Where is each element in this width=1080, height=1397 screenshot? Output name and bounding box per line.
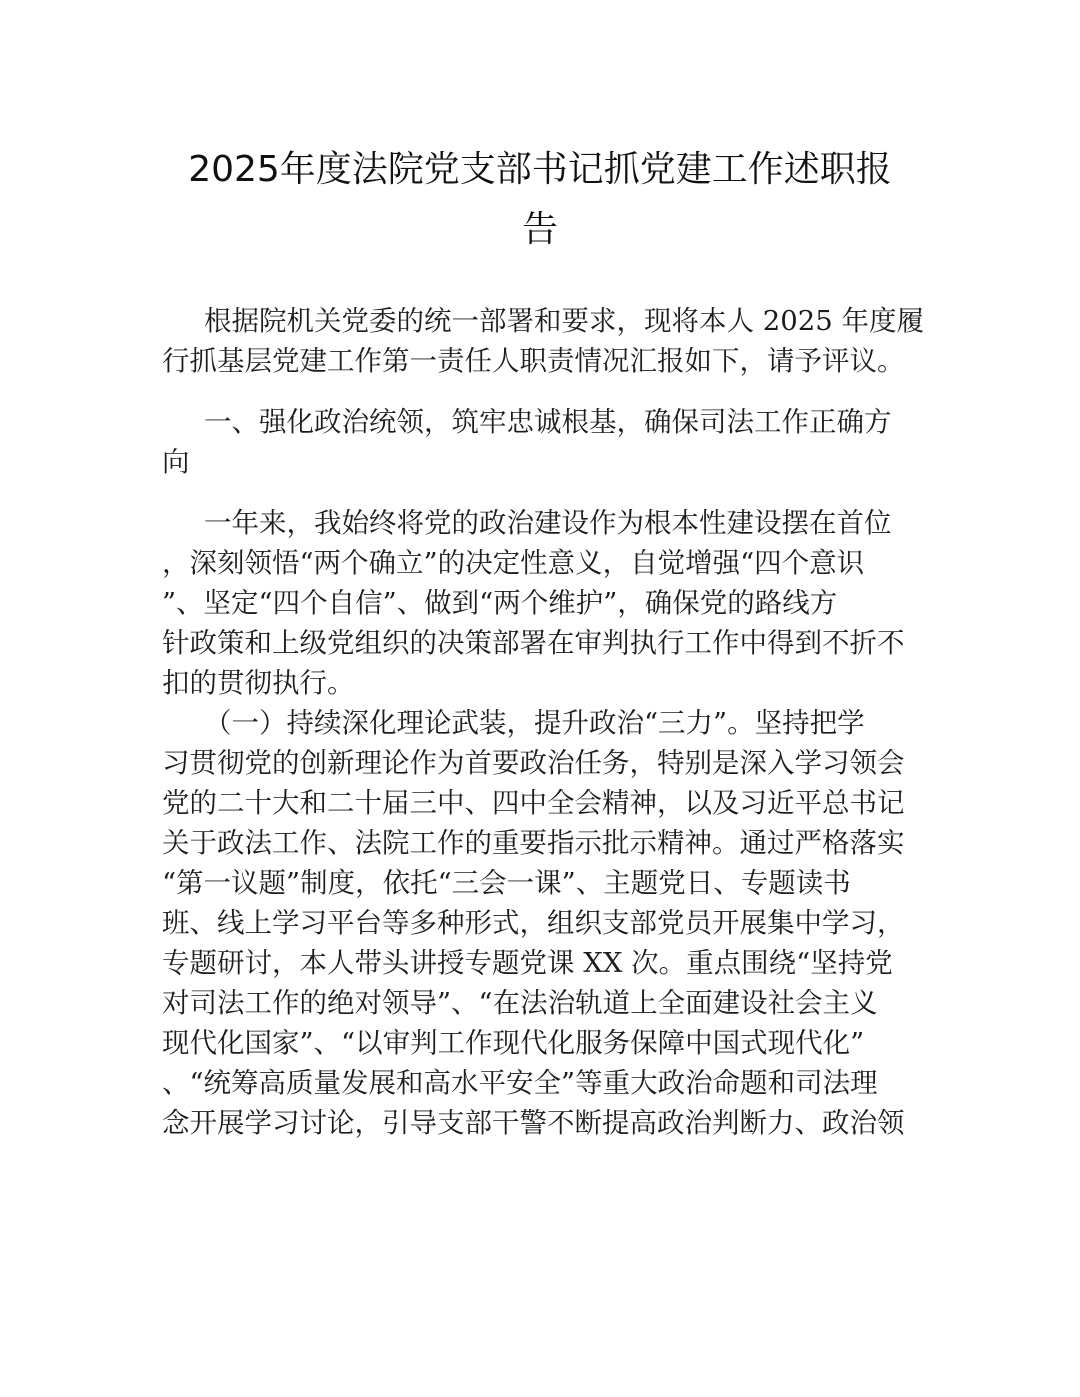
- paragraph-line: 对司法工作的绝对领导”、“在法治轨道上全面建设社会主义: [162, 987, 878, 1019]
- paragraph-line: 专题研讨，本人带头讲授专题党课 XX 次。重点围绕“坚持党: [162, 947, 893, 979]
- paragraph-line: 根据院机关党委的统一部署和要求，现将本人 2025 年度履: [204, 305, 924, 337]
- paragraph-line: ，深刻领悟“两个确立”的决定性意义，自觉增强“四个意识: [162, 547, 865, 579]
- heading-line: 向: [162, 446, 190, 478]
- paragraph-line: 现代化国家”、“以审判工作现代化服务保障中国式现代化”: [162, 1027, 865, 1059]
- paragraph-political-building: [162, 503, 922, 703]
- paragraph-line: 念开展学习讨论，引导支部干警不断提高政治判断力、政治领: [162, 1107, 905, 1139]
- paragraph-line: 扣的贯彻执行。: [162, 667, 355, 699]
- paragraph-line: 习贯彻党的创新理论作为首要政治任务，特别是深入学习领会: [162, 747, 905, 779]
- paragraph-line: “第一议题”制度，依托“三会一课”、主题党日、专题读书: [162, 867, 851, 899]
- heading-line: 一、强化政治统领，筑牢忠诚根基，确保司法工作正确方: [204, 406, 892, 438]
- section-heading-1: [162, 402, 922, 482]
- paragraph-line: 班、线上学习平台等多种形式，组织支部党员开展集中学习，: [162, 907, 905, 939]
- paragraph-line: 行抓基层党建工作第一责任人职责情况汇报如下，请予评议。: [162, 345, 905, 377]
- paragraph-line: 党的二十大和二十届三中、四中全会精神，以及习近平总书记: [162, 787, 905, 819]
- paragraph-theory-study: [162, 703, 922, 1143]
- document-title: [160, 140, 920, 260]
- paragraph-line: 关于政法工作、法院工作的重要指示批示精神。通过严格落实: [162, 827, 905, 859]
- paragraph-line: 、“统筹高质量发展和高水平安全”等重大政治命题和司法理: [162, 1067, 878, 1099]
- paragraph-line: ”、坚定“四个自信”、做到“两个维护”，确保党的路线方: [162, 587, 838, 619]
- paragraph-line: 一年来，我始终将党的政治建设作为根本性建设摆在首位: [204, 507, 892, 539]
- paragraph-intro: [162, 301, 922, 381]
- paragraph-line: 针政策和上级党组织的决策部署在审判执行工作中得到不折不: [162, 627, 905, 659]
- title-line-1: 2025年度法院党支部书记抓党建工作述职报: [188, 149, 892, 190]
- paragraph-line: （一）持续深化理论武装，提升政治“三力”。坚持把学: [204, 707, 865, 739]
- title-line-2: 告: [521, 209, 558, 250]
